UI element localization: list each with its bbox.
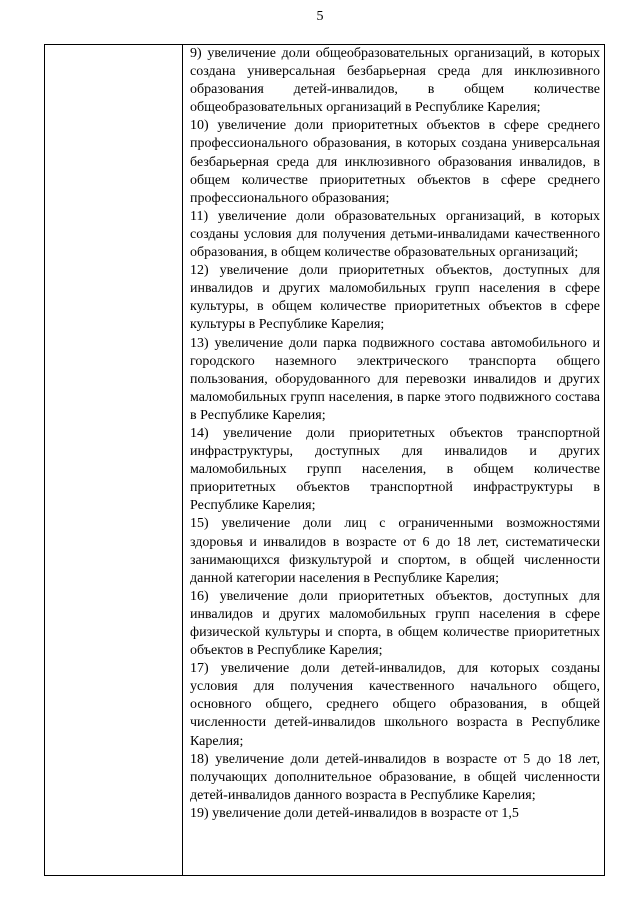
list-item: 13) увеличение доли парка подвижного состава автомобильного и городского наземного электрического транспорта общего пользования, оборудованного для перевозки инвалидов и других маломобильных групп населения, в парке этого подвижного состава в Республике Карелия; <box>190 335 600 423</box>
list-item: 10) увеличение доли приоритетных объектов в сфере среднего профессионального образования, в которых создана универсальная безбарьерная среда для инклюзивного образования инвалидов, в общем количестве приоритетных объектов в сфере среднего профессионального образования; <box>190 118 600 206</box>
list-item: 9) увеличение доли общеобразовательных организаций, в которых создана универсальная безбарьерная среда для инклюзивного образования детей-инвалидов, в общем количестве общеобразовательных организаций в Республике Карелия; <box>190 46 600 116</box>
list-item: 17) увеличение доли детей-инвалидов, для которых созданы условия для получения качественного начального общего, основного общего, среднего общего образования, в общей численности детей-инвалидов школьного возраста в Республике Карелия; <box>190 661 600 749</box>
list-item: 11) увеличение доли образовательных организаций, в которых созданы условия для получения детьми-инвалидами качественного образования, в общем количестве образовательных организаций; <box>190 208 600 261</box>
document-table <box>44 44 605 876</box>
list-item: 14) увеличение доли приоритетных объектов транспортной инфраструктуры, доступных для инвалидов и других маломобильных групп населения, в общем количестве приоритетных объектов транспортной инфраструктуры в Республике Карелия; <box>190 425 600 514</box>
table-left-cell <box>45 45 183 875</box>
list-item: 18) увеличение доли детей-инвалидов в возрасте от 5 до 18 лет, получающих дополнительное образование, в общей численности детей-инвалидов данного возраста в Республике Карелия; <box>190 751 600 803</box>
page-number: 5 <box>316 9 324 24</box>
list-item: 16) увеличение доли приоритетных объектов, доступных для инвалидов и других маломобильных групп населения в сфере физической культуры и спорта, в общем количестве приоритетных объектов в Республике Карелия; <box>190 588 600 659</box>
list-item: 15) увеличение доли лиц с ограниченными возможностями здоровья и инвалидов в возрасте от 6 до 18 лет, систематически занимающихся физкультурой и спортом, в общей численности данной категории населения в Республике Карелия; <box>190 516 600 586</box>
table-right-cell <box>183 45 604 875</box>
list-item: 12) увеличение доли приоритетных объектов, доступных для инвалидов и других маломобильных групп населения в сфере культуры, в общем количестве приоритетных объектов в сфере культуры в Республике Карелия; <box>190 263 600 333</box>
list-item: 19) увеличение доли детей-инвалидов в возрасте от 1,5 <box>190 805 519 821</box>
